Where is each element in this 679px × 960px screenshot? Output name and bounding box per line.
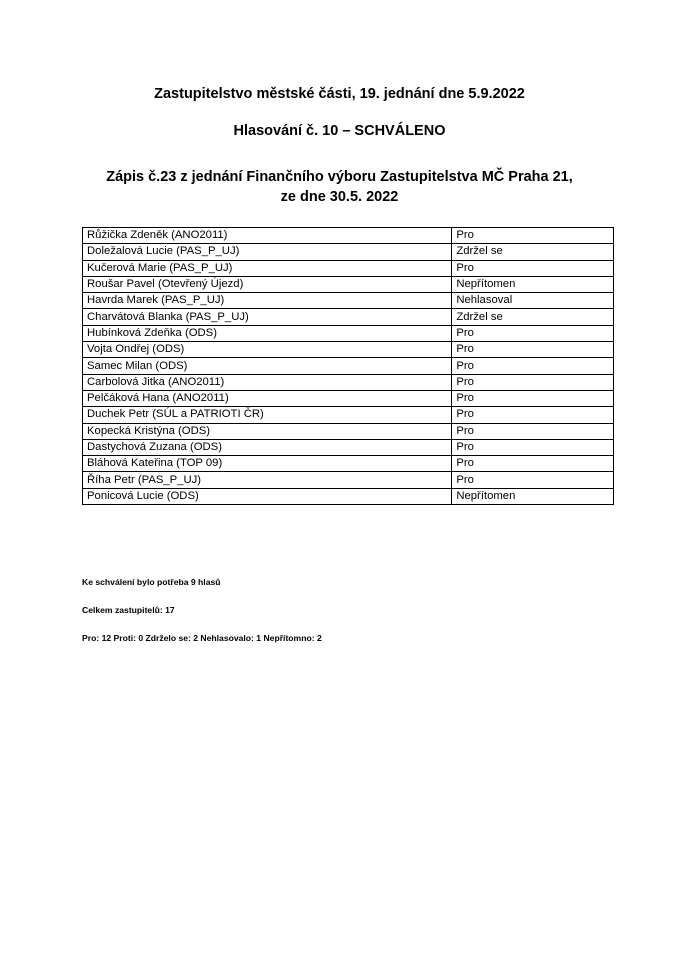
meeting-title: Zastupitelstvo městské části, 19. jednání dne 5.9.2022 <box>154 86 525 102</box>
required-votes-text: Ke schválení bylo potřeba 9 hlasů <box>82 577 221 587</box>
member-vote: Pro <box>452 407 614 423</box>
table-row <box>83 407 614 423</box>
table-row <box>83 390 614 406</box>
member-name: Vojta Ondřej (ODS) <box>83 342 452 358</box>
member-name: Růžička Zdeněk (ANO2011) <box>83 228 452 244</box>
member-name: Dastychová Zuzana (ODS) <box>83 439 452 455</box>
member-vote: Pro <box>452 472 614 488</box>
member-name: Samec Milan (ODS) <box>83 358 452 374</box>
member-vote: Nepřítomen <box>452 276 614 292</box>
member-vote: Pro <box>452 456 614 472</box>
subject-title-line2: ze dne 30.5. 2022 <box>280 189 399 205</box>
member-vote: Zdržel se <box>452 244 614 260</box>
member-vote: Pro <box>452 228 614 244</box>
member-name: Ponicová Lucie (ODS) <box>83 488 452 504</box>
member-name: Říha Petr (PAS_P_UJ) <box>83 472 452 488</box>
member-name: Duchek Petr (SÚL a PATRIOTI ČR) <box>83 407 452 423</box>
member-name: Charvátová Blanka (PAS_P_UJ) <box>83 309 452 325</box>
table-row <box>83 488 614 504</box>
member-name: Kučerová Marie (PAS_P_UJ) <box>83 260 452 276</box>
member-name: Havrda Marek (PAS_P_UJ) <box>83 293 452 309</box>
total-members-text: Celkem zastupitelů: 17 <box>82 605 175 615</box>
member-vote: Nepřítomen <box>452 488 614 504</box>
table-row <box>83 244 614 260</box>
table-row <box>83 228 614 244</box>
table-row <box>83 325 614 341</box>
member-vote: Pro <box>452 342 614 358</box>
member-name: Bláhová Kateřina (TOP 09) <box>83 456 452 472</box>
table-row <box>83 374 614 390</box>
member-name: Hubínková Zdeňka (ODS) <box>83 325 452 341</box>
table-row <box>83 439 614 455</box>
member-vote: Pro <box>452 423 614 439</box>
member-vote: Pro <box>452 325 614 341</box>
member-name: Kopecká Kristýna (ODS) <box>83 423 452 439</box>
table-row <box>83 276 614 292</box>
member-name: Pelčáková Hana (ANO2011) <box>83 390 452 406</box>
member-name: Carbolová Jitka (ANO2011) <box>83 374 452 390</box>
table-row <box>83 423 614 439</box>
table-row <box>83 309 614 325</box>
table-row <box>83 293 614 309</box>
member-vote: Pro <box>452 260 614 276</box>
member-name: Doležalová Lucie (PAS_P_UJ) <box>83 244 452 260</box>
member-name: Roušar Pavel (Otevřený Újezd) <box>83 276 452 292</box>
table-row <box>83 456 614 472</box>
table-row <box>83 342 614 358</box>
table-row <box>83 358 614 374</box>
member-vote: Pro <box>452 390 614 406</box>
vote-results-text: Pro: 12 Proti: 0 Zdrželo se: 2 Nehlasovalo: 1 Nepřítomno: 2 <box>82 633 322 643</box>
member-vote: Nehlasoval <box>452 293 614 309</box>
member-vote: Pro <box>452 358 614 374</box>
table-row <box>83 472 614 488</box>
vote-title: Hlasování č. 10 – SCHVÁLENO <box>233 123 446 139</box>
member-vote: Pro <box>452 374 614 390</box>
member-vote: Zdržel se <box>452 309 614 325</box>
subject-title-line1: Zápis č.23 z jednání Finančního výboru Zastupitelstva MČ Praha 21, <box>106 169 573 185</box>
member-vote: Pro <box>452 439 614 455</box>
votes-table <box>82 227 614 505</box>
table-row <box>83 260 614 276</box>
